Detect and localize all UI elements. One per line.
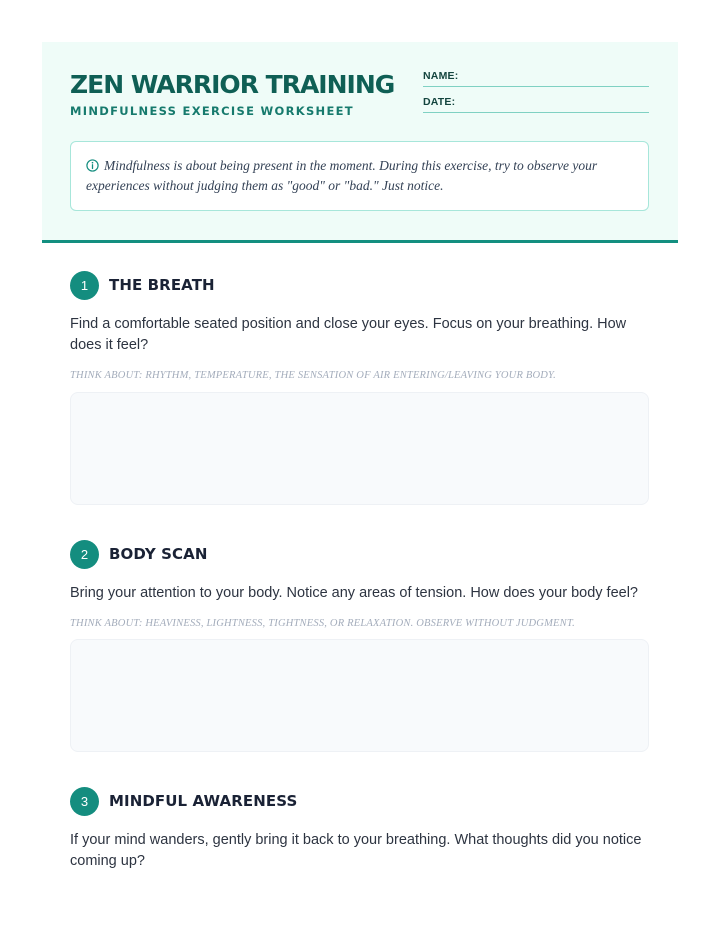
- section-number-badge: 3: [70, 787, 99, 816]
- section-number-badge: 1: [70, 271, 99, 300]
- page-title: ZEN WARRIOR TRAINING: [70, 70, 395, 99]
- answer-box[interactable]: [70, 392, 649, 505]
- section-title: MINDFUL AWARENESS: [109, 792, 298, 810]
- section-prompt: Bring your attention to your body. Notice any areas of tension. How does your body feel?: [70, 585, 638, 601]
- name-input[interactable]: [463, 68, 647, 87]
- section-number-badge: 2: [70, 540, 99, 569]
- section-hint: THINK ABOUT: HEAVINESS, LIGHTNESS, TIGHTNESS, OR RELAXATION. OBSERVE WITHOUT JUDGMENT.: [70, 618, 575, 629]
- mindfulness-note: [70, 141, 649, 211]
- header-divider: [42, 240, 678, 243]
- section-title: THE BREATH: [109, 276, 215, 294]
- date-label: DATE:: [423, 96, 456, 108]
- section-prompt: Find a comfortable seated position and close your eyes. Focus on your breathing. How does it feel?: [70, 316, 627, 353]
- note-text: Mindfulness is about being present in the moment. During this exercise, try to observe your experiences without judging them as "good" or "bad." Just notice.: [86, 158, 598, 193]
- section-hint: THINK ABOUT: RHYTHM, TEMPERATURE, THE SENSATION OF AIR ENTERING/LEAVING YOUR BODY.: [70, 370, 556, 381]
- date-field: [423, 94, 649, 113]
- section-title: BODY SCAN: [109, 545, 208, 563]
- name-label: NAME:: [423, 70, 459, 82]
- answer-box[interactable]: [70, 639, 649, 752]
- worksheet-header: [42, 42, 678, 240]
- page-subtitle: MINDFULNESS EXERCISE WORKSHEET: [70, 104, 354, 118]
- date-input[interactable]: [463, 94, 647, 113]
- section-prompt: If your mind wanders, gently bring it back to your breathing. What thoughts did you notice coming up?: [70, 832, 642, 869]
- name-field: [423, 68, 649, 87]
- info-icon: [86, 159, 99, 172]
